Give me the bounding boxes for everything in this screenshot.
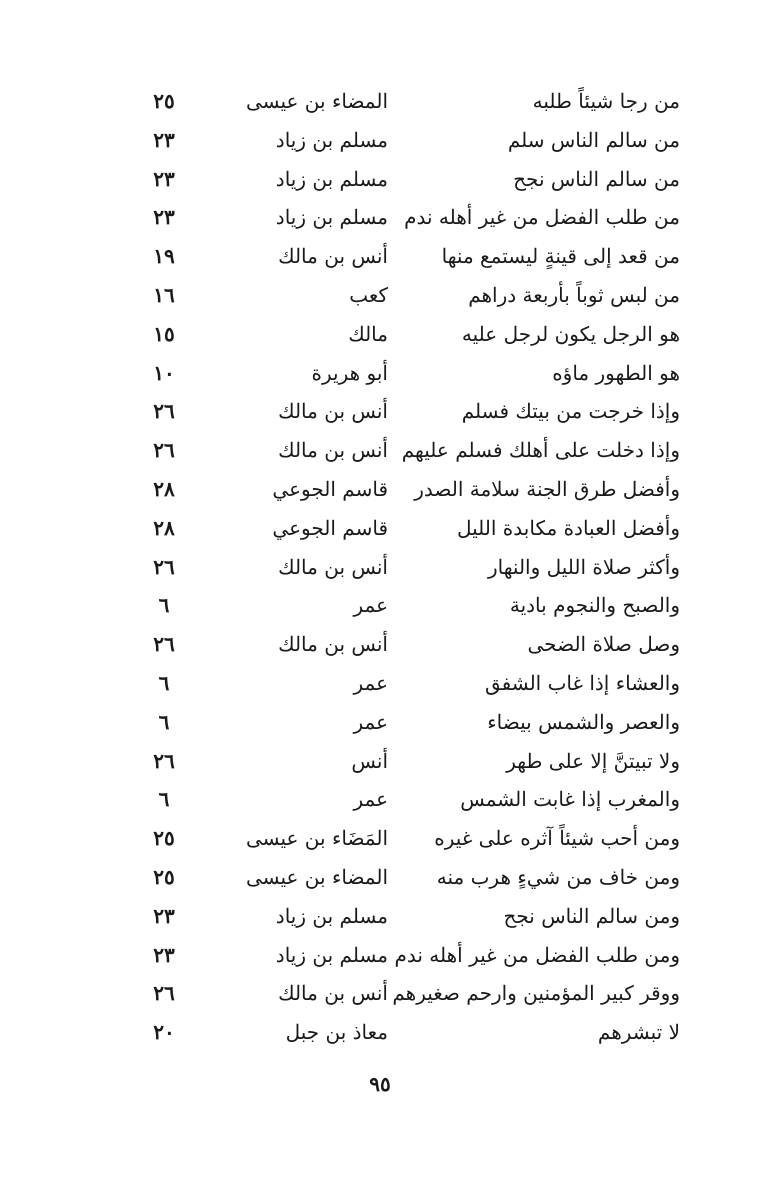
page-number: ٩٥ <box>369 1072 391 1096</box>
page-reference: ٢٣ <box>153 127 175 152</box>
hadith-text: ومن طلب الفضل من غير أهله ندم <box>394 942 680 967</box>
index-row <box>100 664 680 703</box>
hadith-text: من سالم الناس نجح <box>513 166 680 191</box>
hadith-text: من طلب الفضل من غير أهله ندم <box>404 205 680 230</box>
page-reference: ٦ <box>158 787 170 812</box>
page-reference: ٢٦ <box>153 438 175 463</box>
hadith-text: وأكثر صلاة الليل والنهار <box>487 554 680 579</box>
narrator-name: قاسم الجوعي <box>272 476 388 501</box>
page-reference: ٢٦ <box>153 748 175 773</box>
narrator-name: كعب <box>349 282 388 307</box>
index-row <box>100 470 680 509</box>
index-row <box>100 315 680 354</box>
index-row <box>100 431 680 470</box>
hadith-text: من لبس ثوباً بأربعة دراهم <box>468 282 680 307</box>
hadith-index-table <box>100 82 680 1052</box>
page-reference: ٦ <box>158 593 170 618</box>
hadith-text: ووقر كبير المؤمنين وارحم صغيرهم <box>392 981 680 1006</box>
narrator-name: مسلم بن زياد <box>275 205 388 230</box>
narrator-name: مسلم بن زياد <box>275 166 388 191</box>
index-row <box>100 742 680 781</box>
narrator-name: عمر <box>353 787 388 812</box>
page-reference: ٢٠ <box>153 1020 175 1045</box>
index-row <box>100 703 680 742</box>
index-row <box>100 121 680 160</box>
index-row <box>100 509 680 548</box>
hadith-text: لا تبشرهم <box>597 1020 680 1045</box>
index-row <box>100 780 680 819</box>
index-row <box>100 819 680 858</box>
narrator-name: عمر <box>353 709 388 734</box>
page-reference: ٢٣ <box>153 903 175 928</box>
hadith-text: والعصر والشمس بيضاء <box>487 709 680 734</box>
page-reference: ٢٥ <box>153 864 175 889</box>
page-reference: ٦ <box>158 709 170 734</box>
hadith-text: والعشاء إذا غاب الشفق <box>484 670 680 695</box>
hadith-text: وأفضل طرق الجنة سلامة الصدر <box>414 476 680 501</box>
index-row <box>100 586 680 625</box>
hadith-text: وإذا خرجت من بيتك فسلم <box>461 399 680 424</box>
hadith-text: والصبح والنجوم بادية <box>509 593 680 618</box>
page-reference: ٢٣ <box>153 166 175 191</box>
index-row <box>100 354 680 393</box>
narrator-name: أنس بن مالك <box>278 632 388 657</box>
page-reference: ٢٦ <box>153 632 175 657</box>
hadith-text: وصل صلاة الضحى <box>527 632 680 657</box>
narrator-name: أبو هريرة <box>311 360 388 385</box>
page-reference: ٢٣ <box>153 205 175 230</box>
index-row <box>100 625 680 664</box>
narrator-name: قاسم الجوعي <box>272 515 388 540</box>
narrator-name: مسلم بن زياد <box>275 942 388 967</box>
index-row <box>100 198 680 237</box>
narrator-name: مسلم بن زياد <box>275 127 388 152</box>
hadith-text: ولا تبيتنَّ إلا على طهر <box>506 748 680 773</box>
narrator-name: مسلم بن زياد <box>275 903 388 928</box>
narrator-name: مالك <box>348 321 388 346</box>
narrator-name: أنس بن مالك <box>278 244 388 269</box>
hadith-text: من قعد إلى قينةٍ ليستمع منها <box>441 244 680 269</box>
index-row <box>100 276 680 315</box>
page-reference: ٦ <box>158 670 170 695</box>
narrator-name: معاذ بن جبل <box>285 1020 388 1045</box>
page-reference: ٢٦ <box>153 399 175 424</box>
index-row <box>100 82 680 121</box>
index-row <box>100 548 680 587</box>
index-row <box>100 160 680 199</box>
narrator-name: المضاء بن عيسى <box>245 89 388 113</box>
index-row <box>100 1013 680 1052</box>
index-row <box>100 936 680 975</box>
narrator-name: أنس <box>351 748 388 773</box>
narrator-name: أنس بن مالك <box>278 981 388 1006</box>
hadith-text: من رجا شيئاً طلبه <box>532 89 680 113</box>
hadith-text: ومن سالم الناس نجح <box>503 903 680 928</box>
narrator-name: أنس بن مالك <box>278 399 388 424</box>
page-reference: ١٦ <box>153 282 175 307</box>
hadith-text: ومن أحب شيئاً آثره على غيره <box>434 826 680 851</box>
page-reference: ١٥ <box>153 321 175 346</box>
page-reference: ٢٨ <box>153 476 175 501</box>
page-reference: ٢٥ <box>153 89 175 113</box>
index-row <box>100 897 680 936</box>
index-row <box>100 392 680 431</box>
hadith-text: هو الطهور ماؤه <box>552 360 680 385</box>
hadith-text: وأفضل العبادة مكابدة الليل <box>457 515 680 540</box>
hadith-text: ومن خاف من شيءٍ هرب منه <box>436 864 680 889</box>
hadith-text: والمغرب إذا غابت الشمس <box>460 787 680 812</box>
narrator-name: المضاء بن عيسى <box>245 864 388 889</box>
narrator-name: عمر <box>353 670 388 695</box>
hadith-text: هو الرجل يكون لرجل عليه <box>461 321 680 346</box>
hadith-text: من سالم الناس سلم <box>507 127 680 152</box>
page-reference: ٢٣ <box>153 942 175 967</box>
page-reference: ١٩ <box>153 244 175 269</box>
index-row <box>100 237 680 276</box>
page-reference: ٢٦ <box>153 981 175 1006</box>
index-row <box>100 974 680 1013</box>
narrator-name: عمر <box>353 593 388 618</box>
page-reference: ٢٦ <box>153 554 175 579</box>
hadith-text: وإذا دخلت على أهلك فسلم عليهم <box>401 438 680 463</box>
page-reference: ٢٥ <box>153 826 175 851</box>
page-reference: ٢٨ <box>153 515 175 540</box>
narrator-name: أنس بن مالك <box>278 554 388 579</box>
page-reference: ١٠ <box>153 360 175 385</box>
narrator-name: المَضَاء بن عيسى <box>245 826 388 851</box>
narrator-name: أنس بن مالك <box>278 438 388 463</box>
index-row <box>100 858 680 897</box>
